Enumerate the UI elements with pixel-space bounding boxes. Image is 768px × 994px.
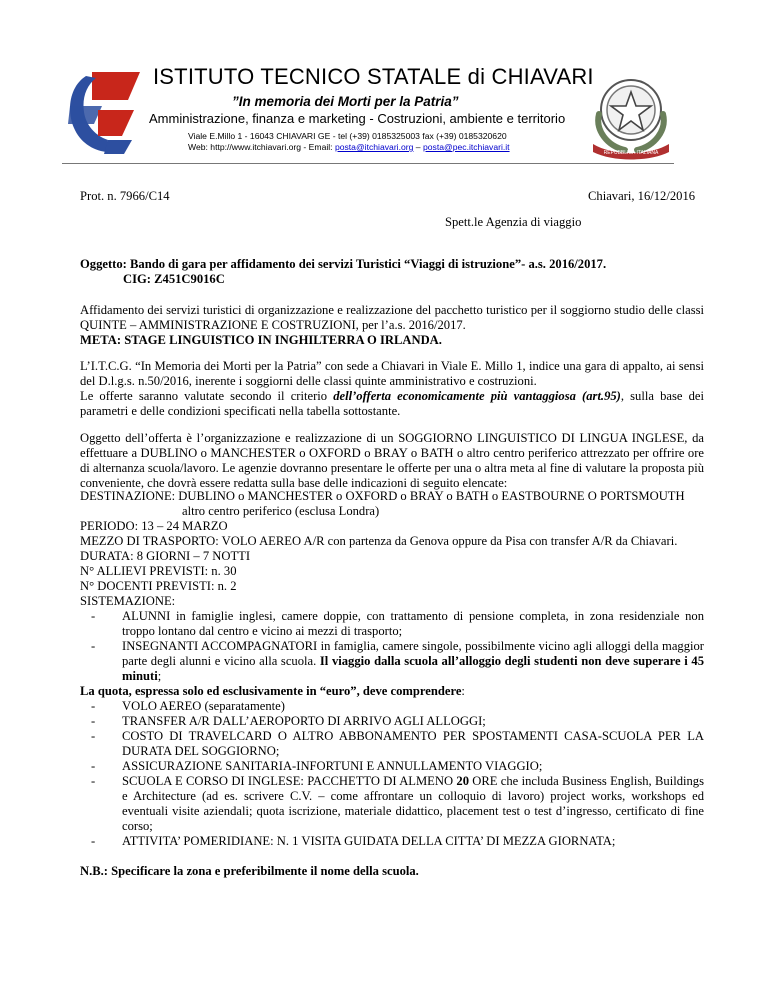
institute-address: Viale E.Millo 1 - 16043 CHIAVARI GE - tel (+39) 0185325003 fax (+39) 0185320620: [188, 131, 507, 141]
pec-email-link[interactable]: posta@pec.itchiavari.it: [422, 142, 510, 152]
cig-code: CIG: Z451C9016C: [123, 272, 225, 286]
dash: -: [91, 774, 96, 788]
list-item-text: TRANSFER A/R DALL’AEROPORTO DI ARRIVO AGLI ALLOGGI;: [122, 714, 486, 728]
tender-text: L’I.T.C.G. “In Memoria dei Morti per la Patria” con sede a Chiavari in Viale E. Millo 1, indice una gara di appalto, ai sensi del D.l.g.s. n.50/2016, inerente i soggiorni delle classi quinte amministrativo e costruzioni.: [80, 359, 704, 388]
dash: -: [91, 639, 96, 653]
email-separator: –: [413, 142, 423, 152]
quota-list: [80, 699, 704, 849]
accommodation-list: [80, 609, 704, 684]
criteria-post: , sulla base dei parametri e delle condizioni specificati nella tabella sottostante.: [80, 389, 704, 418]
dash: -: [91, 714, 96, 728]
paragraph-tender: [80, 359, 704, 419]
list-item-text: COSTO DI TRAVELCARD O ALTRO ABBONAMENTO PER SPOSTAMENTI CASA-SCUOLA PER LA DURATA DEL SOGGIORNO;: [122, 729, 704, 758]
list-item-text: ;: [157, 669, 162, 683]
criteria-pre: Le offerte saranno valutate secondo il criterio: [80, 389, 334, 403]
list-item-text: VOLO AEREO (separatamente): [122, 699, 285, 713]
institute-motto: ”In memoria dei Morti per la Patria”: [232, 94, 459, 109]
school-logo-icon: [62, 66, 142, 156]
accommodation-heading: SISTEMAZIONE:: [80, 594, 176, 608]
period: PERIODO: 13 – 24 MARZO: [80, 519, 228, 533]
nota-bene: N.B.: Specificare la zona e preferibilmente il nome della scuola.: [80, 864, 419, 878]
teachers-count: N° DOCENTI PREVISTI: n. 2: [80, 579, 237, 593]
transport: MEZZO DI TRASPORTO: VOLO AEREO A/R con partenza da Genova oppure da Pisa con transfer A/R da Chiavari.: [80, 534, 678, 548]
emblem-ribbon-text: REPUBBLICA ITALIANA: [603, 150, 659, 156]
dash: -: [91, 729, 96, 743]
criteria-emphasis: dell’offerta economicamente più vantaggiosa (art.95): [333, 389, 621, 403]
list-item: [80, 729, 704, 759]
list-item-text: ASSICURAZIONE SANITARIA-INFORTUNI E ANNULLAMENTO VIAGGIO;: [122, 759, 543, 773]
header-divider: [62, 163, 674, 164]
list-item: [80, 609, 704, 639]
institute-title: ISTITUTO TECNICO STATALE di CHIAVARI: [153, 64, 594, 89]
destination-meta: META: STAGE LINGUISTICO IN INGHILTERRA O IRLANDA.: [80, 333, 442, 347]
list-item: [80, 834, 704, 849]
list-item: [80, 699, 704, 714]
hours-count: 20: [456, 774, 469, 788]
italian-republic-emblem-icon: [585, 64, 677, 164]
list-item-text: ORE che includa Business English, Buildings e Architecture (ad es. scrivere C.V. – come affrontare un colloquio di lavoro) project works, workshops ed eventuali visite aziendali; quota iscrizione, materiale didattico, placement test o test d’ingresso, certificato di fine corso;: [122, 774, 704, 833]
paragraph-intro: [80, 303, 704, 348]
web-label: Web: http://www.itchiavari.org - Email:: [188, 142, 335, 152]
list-item-text: INSEGNANTI ACCOMPAGNATORI in famiglia, camere singole, possibilmente vicino agli alloggi della maggior parte degli alunni e vicino alla scuola.: [122, 639, 704, 668]
quota-colon: :: [461, 684, 465, 698]
criteria-text: [80, 389, 704, 419]
institute-contacts: [188, 142, 510, 152]
quota-heading-text: La quota, espressa solo ed esclusivamente in “euro”, deve comprendere: [80, 684, 462, 698]
list-item-text: ALUNNI in famiglie inglesi, camere doppie, con trattamento di pensione completa, in zona residenziale non troppo lontano dal centro e vicino ai mezzi di trasporto;: [122, 609, 704, 638]
list-item: [80, 639, 704, 684]
list-item: [80, 759, 704, 774]
list-item-text: ATTIVITA’ POMERIDIANE: N. 1 VISITA GUIDATA DELLA CITTA’ DI MEZZA GIORNATA;: [122, 834, 616, 848]
dash: -: [91, 759, 96, 773]
destination-line: DESTINAZIONE: DUBLINO o MANCHESTER o OXFORD o BRAY o BATH o EASTBOURNE O PORTSMOUTH: [80, 489, 685, 503]
subject-line: Oggetto: Bando di gara per affidamento dei servizi Turistici “Viaggi di istruzione”- a.s. 2016/2017.: [80, 257, 607, 271]
list-item-emphasis: Il viaggio dalla scuola all’alloggio degli studenti non deve superare i 45 minuti: [122, 654, 705, 683]
students-count: N° ALLIEVI PREVISTI: n. 30: [80, 564, 237, 578]
recipient: Spett.le Agenzia di viaggio: [445, 215, 582, 229]
destination-alt: altro centro periferico (esclusa Londra): [182, 504, 380, 518]
list-item: [80, 714, 704, 729]
quota-heading: [80, 684, 465, 699]
list-item-text: SCUOLA E CORSO DI INGLESE: PACCHETTO DI ALMENO: [122, 774, 457, 788]
duration: DURATA: 8 GIORNI – 7 NOTTI: [80, 549, 251, 563]
document-date: Chiavari, 16/12/2016: [588, 189, 696, 203]
dash: -: [91, 699, 96, 713]
protocol-number: Prot. n. 7966/C14: [80, 189, 170, 203]
email-link[interactable]: posta@itchiavari.org: [334, 142, 414, 152]
list-item: [80, 774, 704, 834]
paragraph-offer: Oggetto dell’offerta è l’organizzazione e realizzazione di un SOGGIORNO LINGUISTICO DI LINGUA INGLESE, da effettuare a DUBLINO o MANCHESTER o OXFORD o BRAY o BATH o altro centro periferico attrezzato per offrire ore di alternanza scuola/lavoro. Le agenzie dovranno presentare le offerte per una o altra meta al fine di valutare la proposta più conveniente, che dovrà essere redatta sulla base delle indicazioni di seguito elencate:: [80, 431, 704, 490]
institute-subtitle: Amministrazione, finanza e marketing - Costruzioni, ambiente e territorio: [149, 111, 566, 126]
dash: -: [91, 609, 96, 623]
intro-text: Affidamento dei servizi turistici di organizzazione e realizzazione del pacchetto turistico per il soggiorno studio delle classi QUINTE – AMMINISTRAZIONE E COSTRUZIONI, per l’a.s. 2016/2017.: [80, 303, 704, 332]
dash: -: [91, 834, 96, 848]
